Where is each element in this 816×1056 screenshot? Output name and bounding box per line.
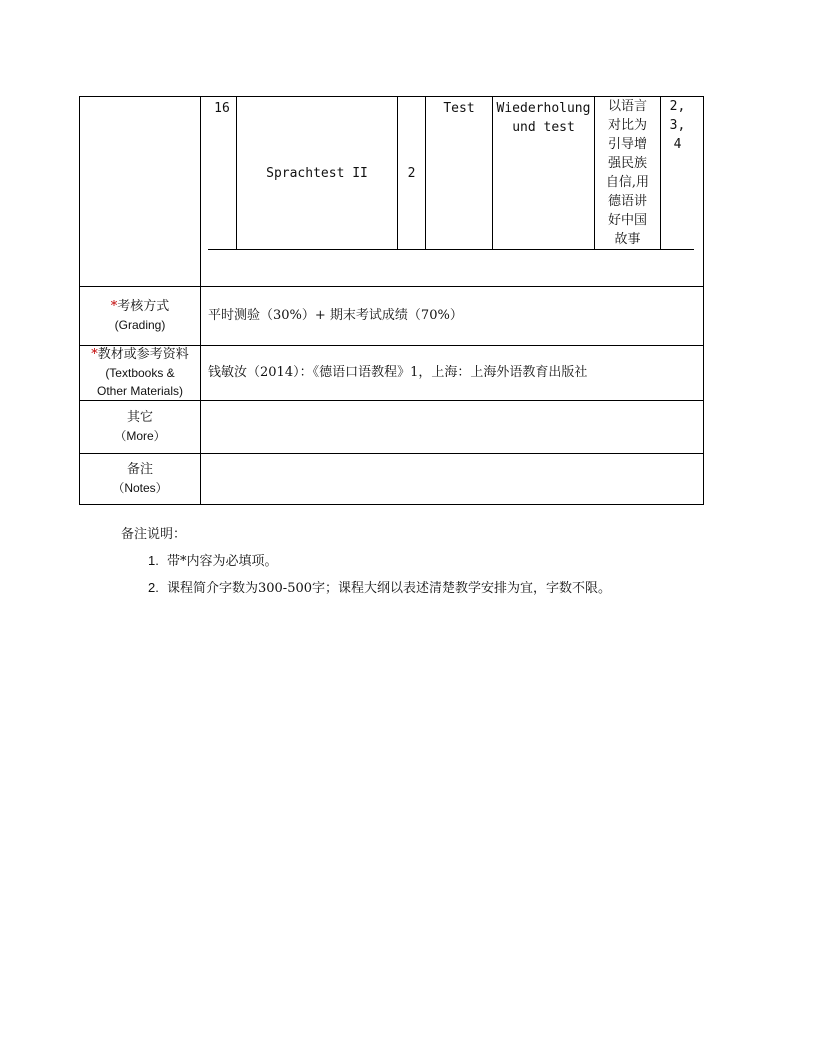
ideology-line: 自信,用 (605, 175, 650, 190)
textbooks-value: 钱敏汝（2014）：《德语口语教程》1，上海：上海外语教育出版社 (208, 365, 588, 380)
objective-line: 3, (669, 118, 686, 133)
notes-label (80, 461, 200, 497)
content-line: und test (512, 120, 575, 135)
week-number: 16 (214, 101, 230, 116)
textbooks-label-en-2: Other Materials) (96, 384, 184, 398)
notes-label-en: （Notes） (112, 481, 168, 495)
form-cell: Test (443, 101, 475, 116)
required-star: * (91, 347, 98, 362)
ideology-line: 以语言 (607, 99, 647, 114)
textbooks-label-en-1: (Textbooks & (105, 366, 175, 380)
footnotes (121, 522, 721, 602)
grading-value: 平时测验（30%）+ 期末考试成绩（70%） (208, 308, 463, 323)
objective-line: 2, (669, 99, 686, 114)
ideology-line: 好中国 (607, 213, 647, 228)
textbooks-label-cn: 教材或参考资料 (97, 347, 189, 362)
more-label (80, 409, 200, 445)
ideology-line: 对比为 (607, 118, 647, 133)
grading-label-cn: 考核方式 (117, 299, 170, 314)
topic-cell: Sprachtest II (266, 166, 368, 181)
content-line: Wiederholung (496, 101, 591, 116)
objectives-cell (661, 97, 694, 154)
textbooks-label (80, 346, 200, 400)
footnote-number: 1. (148, 553, 159, 568)
objective-line: 4 (673, 137, 682, 152)
ideology-cell (595, 97, 660, 249)
grading-label (80, 298, 200, 334)
ideology-line: 德语讲 (607, 194, 647, 209)
footnote-text: 课程简介字数为300-500字；课程大纲以表述清楚教学安排为宜，字数不限。 (166, 581, 612, 596)
required-star: * (110, 299, 118, 314)
grading-label-en: (Grading) (114, 318, 166, 332)
footnote-text: 带*内容为必填项。 (166, 554, 278, 569)
footnote-item (121, 575, 721, 602)
footnote-number: 2. (148, 580, 159, 595)
ideology-line: 故事 (614, 232, 641, 247)
footnote-item (121, 548, 721, 575)
hours-cell: 2 (407, 166, 416, 181)
content-cell (493, 99, 594, 137)
more-label-cn: 其它 (126, 410, 153, 425)
ideology-line: 强民族 (607, 156, 647, 171)
more-label-en: （More） (114, 429, 166, 443)
notes-label-cn: 备注 (126, 462, 153, 477)
ideology-line: 引导增 (607, 137, 647, 152)
footnotes-title: 备注说明： (121, 527, 187, 542)
